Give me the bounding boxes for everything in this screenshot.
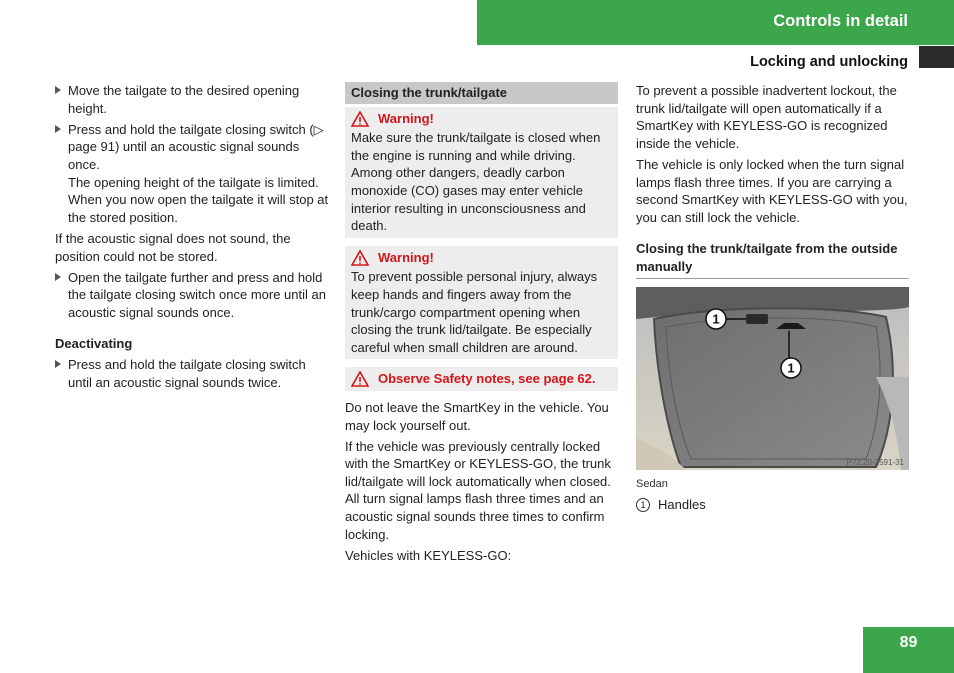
bullet-item — [55, 82, 330, 117]
subsection-title: Closing the trunk/tailgate from the outside manually — [636, 240, 909, 278]
chapter-title: Controls in detail — [773, 12, 908, 30]
section-title: Locking and unlocking — [750, 54, 908, 70]
column-1 — [55, 82, 330, 395]
safety-notes-box — [345, 367, 618, 391]
photo-caption: Sedan — [636, 477, 668, 490]
paragraph: Vehicles with KEYLESS-GO: — [345, 547, 512, 563]
paragraph: The vehicle is only locked when the turn signal lamps flash three times. If you are carrying a second SmartKey with KEYLESS-GO with you, you can still lock the vehicle. — [636, 156, 908, 225]
warning-triangle-icon — [351, 111, 369, 127]
warning-box — [345, 107, 618, 238]
callout-label: 1 — [787, 360, 795, 376]
warning-title — [351, 110, 612, 128]
bullet-item — [55, 269, 330, 322]
paragraph: If the acoustic signal does not sound, the position could not be stored. — [55, 230, 291, 264]
warning-text: To prevent possible personal injury, always keep hands and fingers away from the trunk/cargo compartment opening when closing the trunk lid/tailgate. Be especially careful when small children are around. — [351, 269, 598, 355]
warning-text: Make sure the trunk/tailgate is closed when the engine is running and while driving. Among other dangers, deadly carbon monoxide (CO) gases may enter vehicle interior resulting in unconsciousness and death. — [351, 130, 601, 234]
page-number: 89 — [863, 627, 954, 673]
photo-code: P72.20-2591-31 — [846, 457, 904, 467]
bullet-text: Press and hold the tailgate closing switch (▷ page 91) until an acoustic signal sounds once. — [68, 121, 324, 172]
bullet-text: Open the tailgate further and press and hold the tailgate closing switch once more until an acoustic signal sounds once. — [68, 269, 326, 320]
column-3 — [636, 82, 909, 514]
warning-title-text: Warning! — [378, 249, 434, 265]
section-tab-marker — [919, 46, 954, 68]
warning-title — [351, 249, 612, 267]
column-2 — [345, 82, 618, 568]
warning-box — [345, 246, 618, 360]
legend-text: Handles — [658, 497, 706, 513]
bullet-arrow-icon — [55, 86, 61, 94]
safety-notes-link[interactable]: Observe Safety notes, see page 62. — [378, 371, 596, 387]
callout-label: 1 — [712, 311, 720, 327]
bullet-item — [55, 121, 330, 227]
warning-title — [351, 370, 612, 388]
warning-triangle-icon — [351, 250, 369, 266]
bullet-arrow-icon — [55, 273, 61, 281]
bullet-item — [55, 356, 330, 391]
trunk-lid-photo — [636, 287, 909, 470]
warning-triangle-icon — [351, 371, 369, 387]
bullet-text: Move the tailgate to the desired opening height. — [68, 83, 300, 116]
paragraph: To prevent a possible inadvertent lockout, the trunk lid/tailgate will open automatically if a SmartKey with KEYLESS-GO is recognized inside the vehicle. — [636, 83, 897, 151]
bullet-note: The opening height of the tailgate is limited. When you now open the tailgate it will stop at the stored position. — [68, 174, 329, 225]
section-heading: Closing the trunk/tailgate — [345, 82, 618, 104]
bullet-arrow-icon — [55, 360, 61, 368]
bullet-arrow-icon — [55, 125, 61, 133]
paragraph: Do not leave the SmartKey in the vehicle. You may lock yourself out. — [345, 399, 609, 433]
subsection-title: Deactivating — [55, 335, 133, 351]
bullet-text: Press and hold the tailgate closing switch until an acoustic signal sounds twice. — [68, 357, 306, 390]
legend-number: 1 — [636, 498, 650, 512]
legend-item — [636, 496, 909, 514]
paragraph: If the vehicle was previously centrally locked with the SmartKey or KEYLESS-GO, the trunk lid/tailgate will lock automatically when closed. All turn signal lamps flash three times and an acoustic signal sounds three times to confirm locking. — [345, 438, 611, 542]
warning-title-text: Warning! — [378, 110, 434, 126]
